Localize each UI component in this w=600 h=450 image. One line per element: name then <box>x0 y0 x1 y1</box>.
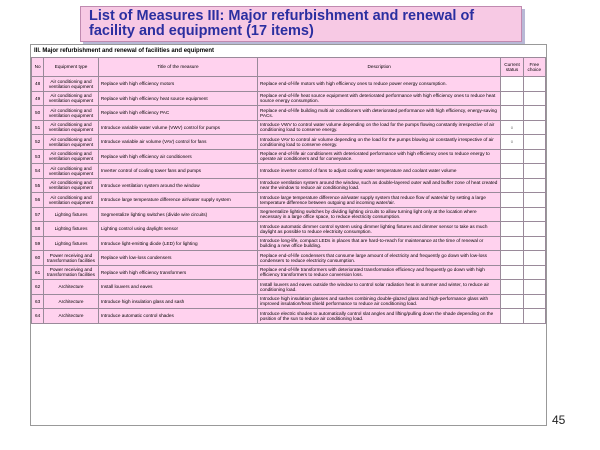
row-free-choice[interactable] <box>523 265 545 280</box>
row-no: 52 <box>32 135 44 150</box>
row-equipment-type: Air conditioning and ventilation equipment <box>44 164 99 179</box>
row-free-choice[interactable] <box>523 135 545 150</box>
row-no: 63 <box>32 294 44 309</box>
row-measure-title: Inverter control of cooling tower fans and pumps <box>98 164 257 179</box>
header-description: Description <box>258 58 501 77</box>
row-measure-title: Introduce ventilation system around the window <box>98 178 257 193</box>
row-free-choice[interactable] <box>523 294 545 309</box>
table-header-row <box>32 58 546 77</box>
section-heading: III. Major refurbishment and renewal of facilities and equipment <box>34 48 215 54</box>
row-free-choice[interactable] <box>523 91 545 106</box>
row-description: Introduce electric shades to automatically control slat angles and lifting/pulling down the shade depending on the position of the sun to reduce air conditioning load. <box>258 309 501 324</box>
table-row <box>32 77 546 92</box>
page-number: 45 <box>552 413 566 427</box>
row-measure-title: Introduce high insulation glass and sash <box>98 294 257 309</box>
row-equipment-type: Lighting fixtures <box>44 207 99 222</box>
row-free-choice[interactable] <box>523 193 545 208</box>
header-measure-title: Title of the measure <box>98 58 257 77</box>
row-measure-title: Introduce variable water volume (VWV) control for pumps <box>98 120 257 135</box>
row-current-status[interactable] <box>501 106 523 121</box>
row-free-choice[interactable] <box>523 251 545 266</box>
header-equipment-type: Equipment type <box>44 58 99 77</box>
table-row <box>32 294 546 309</box>
row-free-choice[interactable] <box>523 207 545 222</box>
row-equipment-type: Air conditioning and ventilation equipment <box>44 178 99 193</box>
row-no: 50 <box>32 106 44 121</box>
row-description: Replace end-of-life motors with high efficiency ones to reduce power energy consumption. <box>258 77 501 92</box>
row-description: Replace end-of-life heat source equipment with deteriorated performance with high efficiency ones to reduce heat source energy consumption. <box>258 91 501 106</box>
row-measure-title: Introduce light-emitting diode (LED) for lighting <box>98 236 257 251</box>
row-description: Introduce automatic dimmer control system using dimmer lighting fixtures and dimmer sensor to take as much daylight as possible to reduce electricity consumption. <box>258 222 501 237</box>
row-current-status[interactable] <box>501 265 523 280</box>
table-row <box>32 120 546 135</box>
row-current-status[interactable] <box>501 178 523 193</box>
row-equipment-type: Power receiving and transformation facilities <box>44 265 99 280</box>
row-measure-title: Introduce large temperature difference air/water supply system <box>98 193 257 208</box>
row-free-choice[interactable] <box>523 106 545 121</box>
table-row <box>32 280 546 295</box>
table-row <box>32 135 546 150</box>
table-row <box>32 251 546 266</box>
row-current-status[interactable] <box>501 251 523 266</box>
row-current-status[interactable] <box>501 77 523 92</box>
row-measure-title: Replace with high efficiency transformers <box>98 265 257 280</box>
row-description: Introduce VAV to control air volume depending on the load for the pumps blowing air constantly irrespective of air conditioning load to conserve energy. <box>258 135 501 150</box>
row-equipment-type: Lighting fixtures <box>44 236 99 251</box>
row-description: Segmentalize lighting switches by dividing lighting circuits to allow turning light only at the location where necessary in a large office space, to reduce electricity consumption. <box>258 207 501 222</box>
row-current-status[interactable] <box>501 294 523 309</box>
row-current-status[interactable]: ○ <box>501 120 523 135</box>
row-equipment-type: Air conditioning and ventilation equipment <box>44 120 99 135</box>
row-description: Introduce inverter control of fans to adjust cooling water temperature and coolant water volume <box>258 164 501 179</box>
table-row <box>32 265 546 280</box>
row-no: 60 <box>32 251 44 266</box>
row-no: 55 <box>32 178 44 193</box>
row-measure-title: Replace with high efficiency heat source equipment <box>98 91 257 106</box>
row-current-status[interactable] <box>501 164 523 179</box>
row-current-status[interactable] <box>501 280 523 295</box>
row-equipment-type: Architecture <box>44 309 99 324</box>
row-free-choice[interactable] <box>523 178 545 193</box>
table-row <box>32 309 546 324</box>
row-description: Introduce large temperature difference air/water supply system that reduce flow of water/air by setting a large temperature difference between outgoing and incoming water/air. <box>258 193 501 208</box>
measures-table-frame <box>30 44 547 426</box>
row-description: Introduce long-life, compact LEDs in places that are hard-to-reach for maintenance at the time of renewal or building a new office building. <box>258 236 501 251</box>
row-no: 62 <box>32 280 44 295</box>
row-free-choice[interactable] <box>523 149 545 164</box>
table-row <box>32 236 546 251</box>
row-equipment-type: Air conditioning and ventilation equipment <box>44 77 99 92</box>
row-no: 59 <box>32 236 44 251</box>
row-current-status[interactable] <box>501 222 523 237</box>
row-current-status[interactable] <box>501 207 523 222</box>
row-no: 53 <box>32 149 44 164</box>
slide-title: List of Measures III: Major refurbishment and renewal of facility and equipment (17 items) <box>89 8 475 39</box>
row-free-choice[interactable] <box>523 164 545 179</box>
row-free-choice[interactable] <box>523 309 545 324</box>
row-equipment-type: Air conditioning and ventilation equipment <box>44 193 99 208</box>
row-measure-title: Install louvers and eaves <box>98 280 257 295</box>
row-equipment-type: Air conditioning and ventilation equipment <box>44 149 99 164</box>
row-measure-title: Introduce variable air volume (VAV) control for fans <box>98 135 257 150</box>
row-description: Replace end-of-life building multi air conditioners with deteriorated performance with high efficiency, energy-saving PACs. <box>258 106 501 121</box>
row-equipment-type: Air conditioning and ventilation equipment <box>44 135 99 150</box>
header-no: No <box>32 58 44 77</box>
row-measure-title: Introduce automatic control shades <box>98 309 257 324</box>
row-equipment-type: Power receiving and transformation facilities <box>44 251 99 266</box>
row-equipment-type: Air conditioning and ventilation equipment <box>44 91 99 106</box>
table-row <box>32 91 546 106</box>
row-description: Introduce high insulation glasses and sashes combining double-glazed glass and high-performance glass with improved insulation/heat shield performance to reduce air conditioning load. <box>258 294 501 309</box>
row-no: 54 <box>32 164 44 179</box>
row-current-status[interactable]: ○ <box>501 135 523 150</box>
row-measure-title: Lighting control using daylight sensor <box>98 222 257 237</box>
table-row <box>32 149 546 164</box>
row-description: Introduce VWV to control water volume depending on the load for the pumps flowing constantly irrespective of air conditioning load to conserve energy. <box>258 120 501 135</box>
table-row <box>32 106 546 121</box>
row-no: 56 <box>32 193 44 208</box>
row-free-choice[interactable] <box>523 236 545 251</box>
row-equipment-type: Lighting fixtures <box>44 222 99 237</box>
row-no: 48 <box>32 77 44 92</box>
table-row <box>32 222 546 237</box>
row-current-status[interactable] <box>501 309 523 324</box>
measures-table <box>31 57 546 324</box>
row-no: 64 <box>32 309 44 324</box>
row-equipment-type: Architecture <box>44 280 99 295</box>
row-no: 49 <box>32 91 44 106</box>
header-current-status: Current status <box>501 58 523 77</box>
row-description: Replace end-of-life transformers with deteriorated transformation efficiency and frequently go down with high efficiency transformers to reduce conversion loss. <box>258 265 501 280</box>
row-measure-title: Segmentalize lighting switches (divide wire circuits) <box>98 207 257 222</box>
row-no: 57 <box>32 207 44 222</box>
table-row <box>32 193 546 208</box>
table-row <box>32 164 546 179</box>
row-no: 61 <box>32 265 44 280</box>
row-description: Replace end-of-life air conditioners with deteriorated performance with high efficiency ones to reduce energy to operate air conditioners and for conveyance. <box>258 149 501 164</box>
row-current-status[interactable] <box>501 193 523 208</box>
table-row <box>32 178 546 193</box>
row-no: 58 <box>32 222 44 237</box>
row-current-status[interactable] <box>501 149 523 164</box>
header-free-choice: Free choice <box>523 58 545 77</box>
row-free-choice[interactable] <box>523 280 545 295</box>
row-description: Replace end-of-life condensers that consume large amount of electricity and frequently go down with low-loss condensers to reduce electricity consumption. <box>258 251 501 266</box>
row-free-choice[interactable] <box>523 120 545 135</box>
row-measure-title: Replace with high efficiency air conditioners <box>98 149 257 164</box>
row-measure-title: Replace with high efficiency PAC <box>98 106 257 121</box>
row-no: 51 <box>32 120 44 135</box>
row-description: Install louvers and eaves outside the window to control solar radiation heat in summer and winter, to reduce air conditioning load. <box>258 280 501 295</box>
row-equipment-type: Architecture <box>44 294 99 309</box>
row-current-status[interactable] <box>501 236 523 251</box>
row-measure-title: Replace with high efficiency motors <box>98 77 257 92</box>
table-row <box>32 207 546 222</box>
row-current-status[interactable] <box>501 91 523 106</box>
row-free-choice[interactable] <box>523 77 545 92</box>
row-description: Introduce ventilation system around the window, such as double-layered outer wall and buffer zone of heat created near the window to reduce air conditioning load. <box>258 178 501 193</box>
row-measure-title: Replace with low-loss condensers <box>98 251 257 266</box>
row-equipment-type: Air conditioning and ventilation equipment <box>44 106 99 121</box>
slide-title-box <box>80 6 522 42</box>
row-free-choice[interactable] <box>523 222 545 237</box>
